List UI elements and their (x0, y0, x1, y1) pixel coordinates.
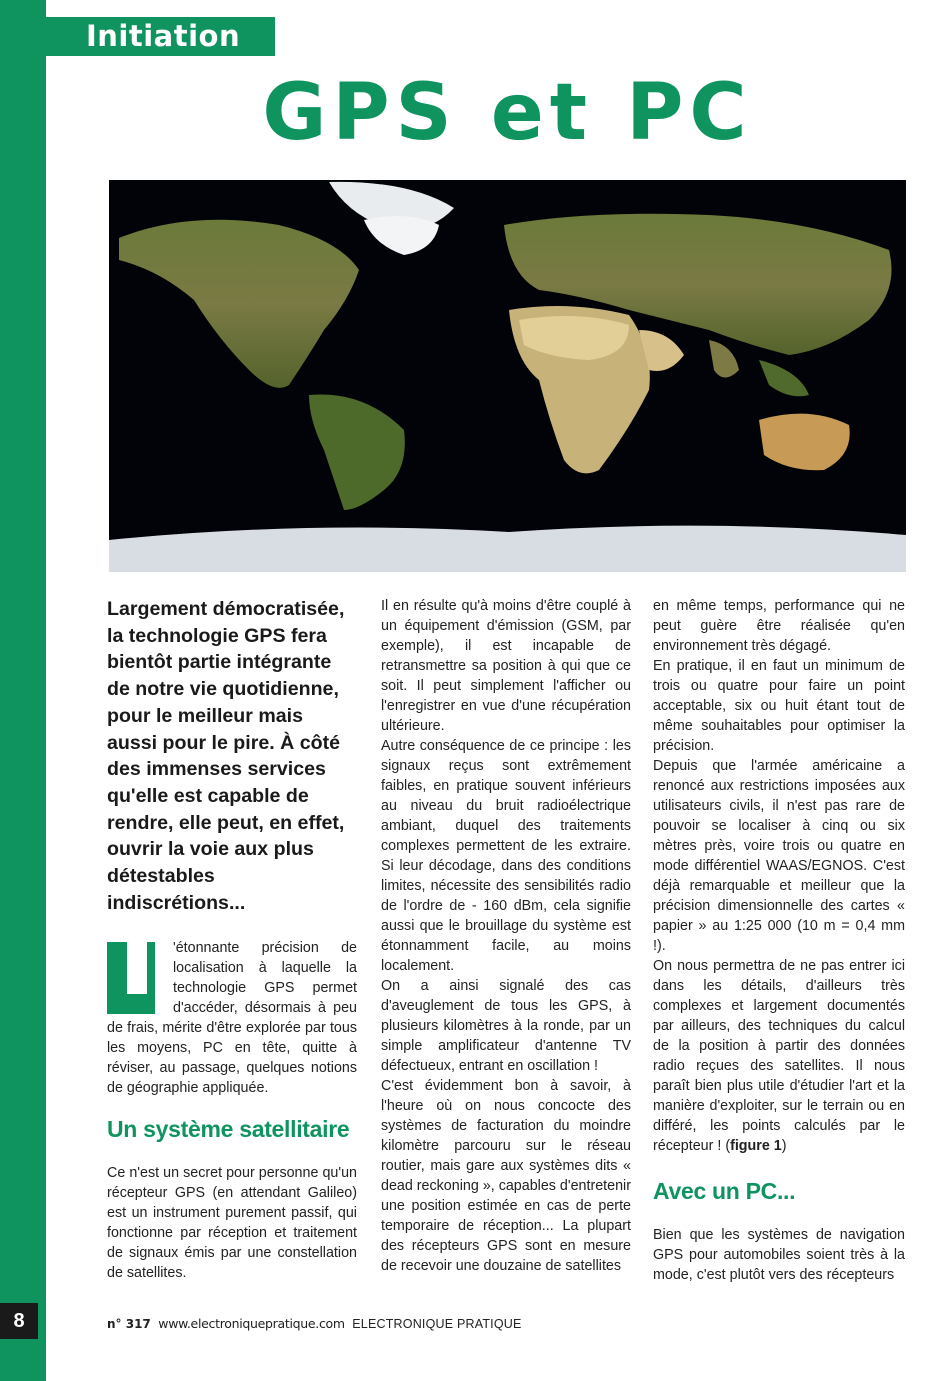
magazine-name: ELECTRONIQUE PRATIQUE (352, 1317, 522, 1331)
intro-paragraph (107, 938, 357, 1098)
section-heading-pc: Avec un PC... (653, 1178, 796, 1204)
col3-paragraph-3: Depuis que l'armée américaine a renoncé aux restrictions imposées aux utilisateurs civils, il n'est pas rare de pouvoir se localiser à cinq ou six mètres près, voire trois ou quatre en mode différentiel WAAS/EGNOS. C'est déjà remarquable et meilleur que la précision dimensionnelle des cartes « papier » au 1:25 000 (10 m = 0,4 mm !). (653, 758, 905, 954)
article-title: GPS et PC (262, 68, 753, 158)
section-heading-satellite: Un système satellitaire (107, 1116, 350, 1143)
column-2 (381, 596, 631, 1276)
left-accent-bar (0, 0, 46, 1381)
col3-paragraph-2: En pratique, il en faut un minimum de trois ou quatre pour faire un point acceptable, six ou huit étant tout de même souhaitables pour optimiser la précision. (653, 658, 905, 754)
section-label-band (46, 17, 275, 56)
col2-paragraph-4: C'est évidemment bon à savoir, à l'heure où on nous concocte des systèmes de facturation du moindre kilomètre parcouru sur le réseau routier, mais gare aux systèmes dits « dead reckoning », capables d'entretenir une position estimée en cas de perte temporaire de réception... La plupart des récepteurs GPS sont en mesure de recevoir une douzaine de satellites (381, 1078, 631, 1274)
col3-paragraph-4: On nous permettra de ne pas entrer ici dans les détails, d'ailleurs très complexes et largement documentés par ailleurs, des techniques du calcul de la position à partir des données radio reçues des satellites. Il nous paraît bien plus utile d'étudier l'art et la manière d'exploiter, sur le terrain ou en différé, les points calculés par le récepteur ! (figure 1) (653, 958, 905, 1154)
col2-paragraph-2: Autre conséquence de ce principe : les signaux reçus sont extrêmement faibles, en pratique souvent inférieurs au niveau du bruit radioélectrique ambiant, duquel des traitements complexes permettent de les extraire. Si leur décodage, dans des conditions limites, nécessite des sensibilités radio de l'ordre de - 160 dBm, cela signifie aussi que le brouillage du système est étonnamment facile, au moins localement. (381, 738, 631, 974)
col3-paragraph-5: Bien que les systèmes de navigation GPS pour automobiles soient très à la mode, c'est plutôt vers des récepteurs (653, 1227, 905, 1283)
section1-paragraph: Ce n'est un secret pour personne qu'un récepteur GPS (en attendant Galileo) est un instrument purement passif, qui fonctionne par réception et traitement de signaux émis par une constellation de satellites. (107, 1165, 357, 1282)
column-3 (653, 596, 905, 1285)
chapeau: Largement démocratisée, la technologie GPS fera bientôt partie intégrante de notre vie quotidienne, pour le meilleur mais aussi pour le pire. À côté des immenses services qu'elle est capable de rendre, elle peut, en effet, ouvrir la voie aux plus détestables indiscrétions... (107, 598, 345, 914)
page-number: 8 (0, 1303, 38, 1339)
column-1 (107, 596, 357, 1283)
dropcap-l (107, 942, 155, 1014)
intro-text: 'étonnante précision de localisation à laquelle la technologie GPS permet d'accéder, désormais à peu de frais, mérite d'être explorée par tous les moyens, PC en tête, quitte à réviser, au passage, quelques notions de géographie appliquée. (107, 940, 357, 1097)
page-footer (107, 1316, 522, 1331)
section-label: Initiation (86, 19, 241, 53)
col2-paragraph-3: On a ainsi signalé des cas d'aveuglement de tous les GPS, à plusieurs kilomètres à la ronde, par un simple amplificateur d'antenne TV défectueux, entrant en oscillation ! (381, 978, 631, 1074)
issue-number: n° 317 (107, 1317, 151, 1331)
magazine-url: www.electroniquepratique.com (158, 1316, 345, 1331)
world-map-image (109, 180, 906, 572)
col3-paragraph-1: en même temps, performance qui ne peut guère être réalisée qu'en environnement très dégagé. (653, 598, 905, 654)
figure-reference: figure 1 (730, 1138, 782, 1154)
col2-paragraph-1: Il en résulte qu'à moins d'être couplé à un équipement d'émission (GSM, par exemple), il est incapable de retransmettre sa position à qui que ce soit. Il peut simplement l'afficher ou l'enregistrer en vue d'une récupération ultérieure. (381, 598, 631, 734)
